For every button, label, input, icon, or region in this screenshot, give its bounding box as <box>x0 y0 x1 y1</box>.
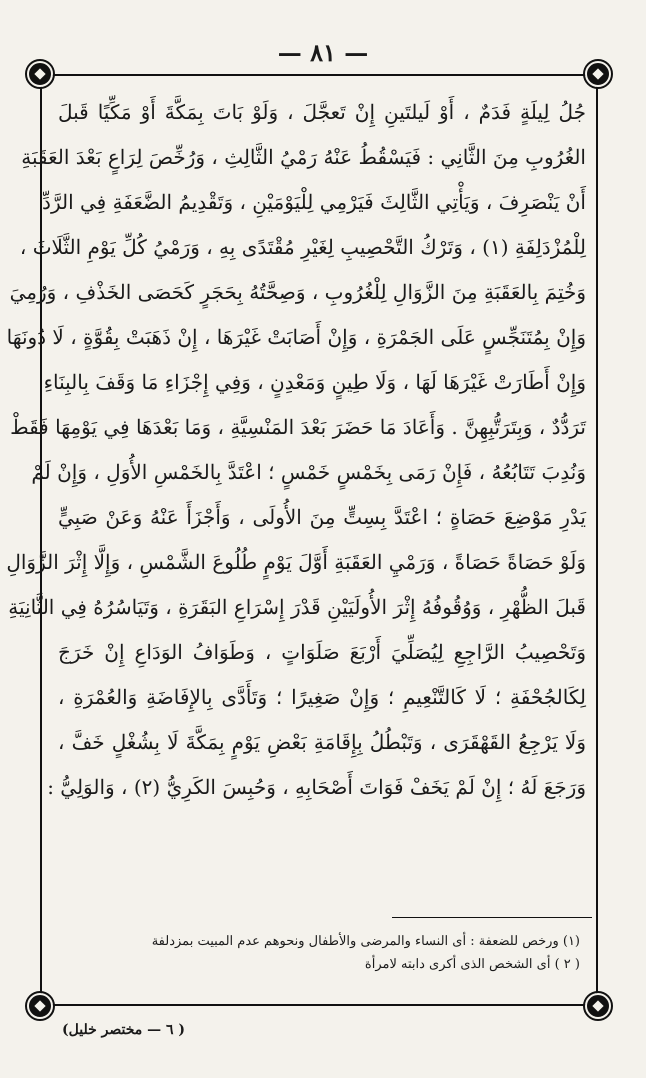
text-line: وَرَجَعَ لَهُ ؛ إِنْ لَمْ يَخَفْ فَوَاتَ أَصْحَابِهِ ، وَحُبِسَ الكَرِيُّ (٢) ، وَالوَلِيُّ : <box>47 775 586 799</box>
text-line: وَإِنْ بِمُتَنَجِّسٍ عَلَى الجَمْرَةِ ، وَإِنْ أَصَابَتْ غَيْرَهَا ، إِنْ ذَهَبَتْ بِقُوَّةٍ ، لَا دُونَهَا <box>6 325 586 349</box>
text-line: وَتَحْصِيبُ الرَّاجِعِ لِيُصَلِّيَ أَرْبَعَ صَلَوَاتٍ ، وَطَوَافُ الوَدَاعِ إِنْ خَرَجَ <box>58 640 586 664</box>
footnote-separator <box>392 917 592 918</box>
text-line: وَلَوْ حَصَاةً حَصَاةً ، وَرَمْيِ العَقَبَةِ أَوَّلَ يَوْمٍ طُلُوعَ الشَّمْسِ ، وَإِلَّا إِثْرَ الزَّوَالِ <box>6 550 586 574</box>
text-line: لِلْمُزْدَلِفَةِ (١) ، وَتَرْكُ التَّحْصِيبِ لِغَيْرِ مُقْتَدًى بِهِ ، وَرَمْيُ كُلِّ يَوْمِ الثَّلَاثَ ، <box>19 235 586 259</box>
text-line: وَلَا يَرْجِعُ القَهْقَرَى ، وَتَبْطُلُ بِإِقَامَةِ بَعْضِ يَوْمٍ بِمَكَّةَ لَا بِشُغْلٍ خَفَّ ، <box>58 730 586 754</box>
main-text <box>6 90 586 810</box>
book-signature: ( ٦ — مختصر خليل) <box>62 1022 186 1038</box>
text-line: قَبلَ الظُّهْرِ ، وَوُقُوفُهُ إِثْرَ الأُولَيَيْنِ قَدْرَ إِسْرَاعِ البَقَرَةِ ، وَتَيَاسُرُهُ فِي الثَّانِيَةِ <box>8 595 586 619</box>
frame-top-border <box>40 74 598 76</box>
text-line: وَنُدِبَ تَتَابُعُهُ ، فَإِنْ رَمَى بِخَمْسٍ خَمْسٍ ؛ اعْتَدَّ بِالخَمْسِ الأُوَلِ ، وَإِنْ لَمْ <box>31 460 586 484</box>
page-number: — ٨١ — <box>277 38 369 67</box>
frame-right-border <box>596 74 598 1006</box>
text-line: جُلُ لِيلَةٍ فَدَمٌ ، أَوْ لَيلتَينِ إِنْ تَعجَّلَ ، وَلَوْ بَاتَ بِمَكَّةَ أَوْ مَكِّيًا قَبلَ <box>58 100 586 124</box>
footnote: ( ٢ ) أى الشخص الذى أكرى دابته لامرأة <box>364 957 580 972</box>
frame-bottom-border <box>40 1004 598 1006</box>
text-line: تَرَدُّدٌ ، وَبِتَرَتُّبِهِنَّ . وَأَعَادَ مَا حَضَرَ بَعْدَ المَنْسِيَّةِ ، وَمَا بَعْدَهَا فِي يَوْمِهَا فَقَطْ <box>10 415 586 439</box>
text-line: وَخُتِمَ بِالعَقَبَةِ مِنَ الزَّوَالِ لِلْغُرُوبِ ، وَصِحَّتُهُ بِحَجَرٍ كَحَصَى الخَذْفِ ، وَرُمِيَ <box>9 280 586 304</box>
text-line: لِكَالجُحْفَةِ ؛ لَا كَالتَّنْعِيمِ ؛ وَإِنْ صَغِيرًا ؛ وَتَأَدَّى بِالإِفَاضَةِ وَالعُمْرَةِ ، <box>58 685 586 709</box>
text-line: أَنْ يَنْصَرِفَ ، وَيَأْتِي الثَّالِثَ فَيَرْمِي لِلْيَوْمَيْنِ ، وَتَقْدِيمُ الضَّعَفَةِ فِي الرَّدِّ <box>42 190 586 214</box>
corner-ornament-icon <box>585 993 611 1019</box>
text-line: الغُرُوبِ مِنَ الثَّانِي : فَيَسْقُطُ عَنْهُ رَمْيُ الثَّالِثِ ، وَرُخِّصَ لِرَاعٍ بَعْدَ العَقَبَةِ <box>21 145 586 169</box>
footnotes <box>100 930 580 976</box>
text-line: يَدْرِ مَوْضِعَ حَصَاةٍ ؛ اعْتَدَّ بِسِتٍّ مِنَ الأُولَى ، وَأَجْزَأَ عَنْهُ وَعَنْ صَبِيٍّ <box>58 505 586 529</box>
text-line: وَإِنْ أَطَارَتْ غَيْرَهَا لَهَا ، وَلَا طِينٍ وَمَعْدِنٍ ، وَفِي إِجْزَاءِ مَا وَقَفَ بِالبِنَاءِ <box>43 370 586 394</box>
corner-ornament-icon <box>27 61 53 87</box>
footnote: (١) ورخص للضعفة : أى النساء والمرضى والأطفال ونحوهم عدم المبيت بمزدلفة <box>151 934 580 949</box>
corner-ornament-icon <box>585 61 611 87</box>
corner-ornament-icon <box>27 993 53 1019</box>
